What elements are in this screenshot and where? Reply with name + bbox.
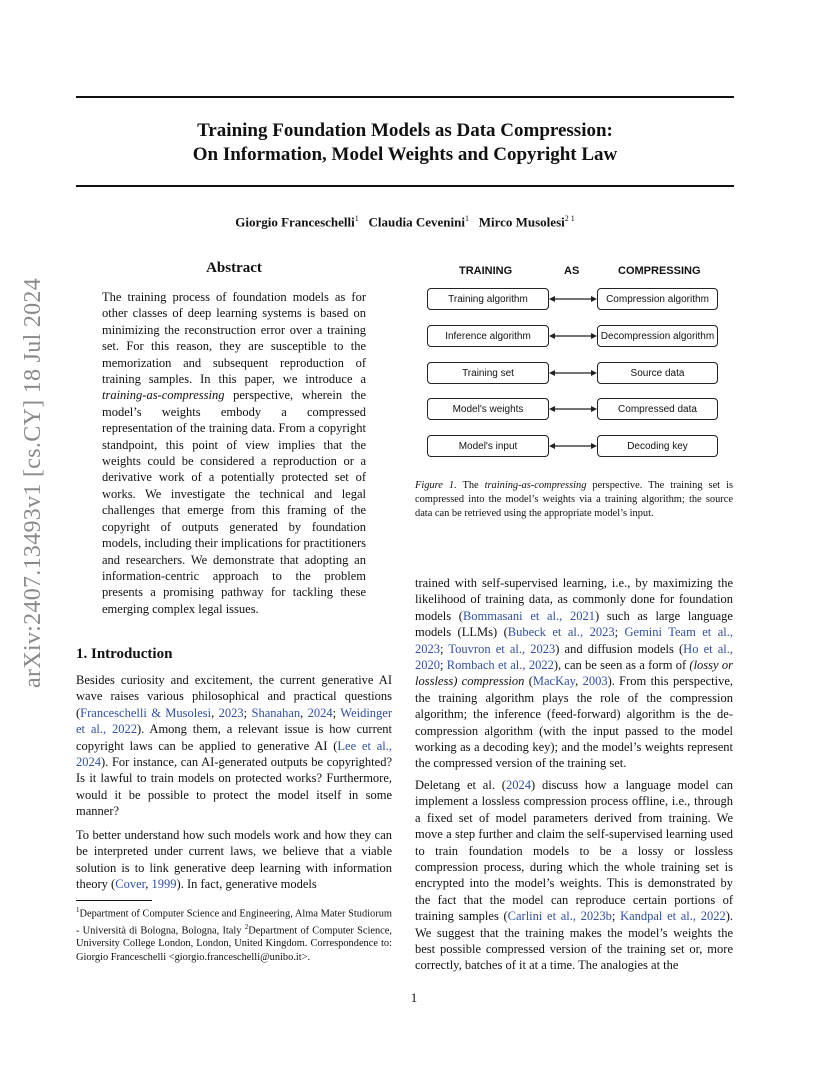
abstract-text-part: The training process of foundation models as for other classes of deep learning systems is based on minimizing the reconstruction error over a training set. For this reason, they are susceptible to the memorization and subsequent reproduction of training samples. In this paper, we introduce a [102, 290, 366, 387]
text-run: , [211, 705, 219, 720]
figure-header-compressing: COMPRESSING [618, 265, 701, 277]
text-run: ; [611, 909, 621, 924]
citation-link[interactable]: Kandpal et al., 2022 [620, 909, 726, 924]
right-paragraph-2 [415, 777, 733, 974]
section-heading-introduction: 1. Introduction [76, 646, 173, 662]
citation-link[interactable]: 2023 [218, 705, 244, 720]
footnote-affiliations [76, 904, 392, 964]
text-run: , [145, 877, 152, 892]
text-run: ; [243, 705, 252, 720]
paper-title-line-2: On Information, Model Weights and Copyright Law [192, 144, 618, 165]
text-run: ). We suggest that the training makes the model’s weights the best possible compressed version of the training set or, more correctly, batches of it at a time. The analogies at the [415, 909, 733, 973]
citation-link[interactable]: Gemini Team et al., 2023 [415, 625, 733, 656]
caption-emphasis: training-as-compressing [484, 480, 587, 491]
citation-link[interactable]: Bubeck et al., 2023 [507, 625, 615, 640]
figure-box-left: Training algorithm [427, 288, 549, 310]
text-emphasis: (lossy or lossless) compression [415, 658, 733, 689]
abstract-text [102, 289, 366, 617]
citation-link[interactable]: Rombach et al., 2022 [446, 658, 554, 673]
text-run: ) such as large language models (LLMs) ( [415, 608, 733, 640]
caption-text: The [456, 480, 485, 491]
footnote-affiliation-1: Department of Computer Science and Engineering, Alma Mater Studiorum - Università di Bologna, Bologna, Italy [76, 908, 392, 937]
abstract-text-part: perspective, wherein the model’s weights embody a compressed representation of the training data. From a copyright standpoint, this point of view implies that the weights could be considered a reproduction or a derivative work of a potentially protected set of works. We investigate the technical and legal challenges that emerge from this framing of the copyright of outputs generated by foundation models, including their implications for practitioners and researchers. We demonstrate that adopting an information-centric approach to the problem presents a promising pathway for tackling these emerging complex legal issues. [102, 388, 366, 616]
text-run: Besides curiosity and excitement, the current generative AI wave raises various philosophical and practical questions ( [76, 673, 392, 720]
author-list [76, 214, 734, 230]
intro-paragraph-2 [76, 827, 392, 893]
footnote-affiliation-2: Department of Computer Science, University College London, London, United Kingdom. Correspondence to: Giorgio Franceschelli <giorgio.franceschelli@unibo.it>. [76, 925, 392, 963]
citation-link[interactable]: 2024 [505, 778, 531, 792]
author-affiliation: 1 [354, 214, 359, 223]
figure-box-left: Training set [427, 362, 549, 384]
text-run: ; [332, 705, 341, 720]
author-name: Giorgio Franceschelli [235, 214, 355, 230]
double-arrow-icon [549, 366, 597, 380]
text-run: ). For instance, can AI-generated outputs be copyrighted? Is it lawful to train models on protected works? Furthermore, would it be possible to protect the model itself in some manner? [76, 755, 392, 819]
citation-link[interactable]: Carlini et al., 2023b [507, 909, 612, 924]
figure-box-right: Decoding key [597, 435, 718, 457]
text-run: ). Among them, a relevant issue is how current copyright laws can be applied to generative AI ( [76, 722, 392, 753]
right-paragraph-1 [415, 575, 733, 772]
figure-box-right: Compressed data [597, 398, 718, 420]
text-run: ( [524, 674, 533, 689]
page-number: 1 [410, 990, 418, 1005]
citation-link[interactable]: Shanahan [251, 705, 301, 720]
author-affiliation: 1 [464, 214, 469, 223]
citation-link[interactable]: Franceschelli & Musolesi [80, 705, 212, 720]
citation-link[interactable]: 1999 [151, 877, 177, 892]
citation-link[interactable]: 2003 [582, 674, 608, 689]
figure-box-right: Source data [597, 362, 718, 384]
figure-box-right: Compression algorithm [597, 288, 718, 310]
text-run: , [300, 705, 308, 720]
figure-1-caption [415, 479, 733, 522]
figure-header-as: AS [564, 265, 580, 277]
author-affiliation: 2 1 [564, 214, 575, 223]
title-bottom-rule [76, 185, 734, 187]
footnote-rule [76, 900, 152, 901]
double-arrow-icon [549, 292, 597, 306]
arxiv-side-stamp: arXiv:2407.13493v1 [cs.CY] 18 Jul 2024 [20, 277, 46, 688]
double-arrow-icon [549, 439, 597, 453]
text-run: , [575, 674, 583, 689]
text-run: ) discuss how a language model can implement a lossless compression process offline, i.e., through a fixed set of model parameters derived from training. We move a step further and claim the self-supervised learning used to train foundation models to be a lossy or lossless compression process, during which the whole training set is encrypted into the model’s weights. This is demonstrated by the fact that the model can reproduce certain portions of training samples ( [415, 778, 734, 924]
citation-link[interactable]: Cover [115, 877, 146, 892]
footnote-mark: 1 [76, 906, 80, 914]
text-run: ) and diffusion models ( [555, 641, 684, 656]
footnote-mark: 2 [244, 922, 249, 931]
figure-box-left: Model's input [427, 435, 549, 457]
text-run: ). From this perspective, the training algorithm plays the role of the compression algorithm; the inference (feed-forward) algorithm is the de-compression algorithm (with the input passed to the model working as a decoding key); and the model’s weights represent the compressed version of the training set. [415, 674, 733, 771]
text-run: Deletang et al. ( [415, 778, 506, 792]
figure-box-right: Decompression algorithm [597, 325, 718, 347]
double-arrow-icon [549, 329, 597, 343]
text-run: ; [440, 641, 449, 656]
abstract-emphasis: training-as-compressing [102, 388, 225, 403]
figure-box-left: Model's weights [427, 398, 549, 420]
text-run: trained with self-supervised learning, i.e., by maximizing the likelihood of training data, as commonly done for foundation models ( [415, 576, 733, 623]
double-arrow-icon [549, 402, 597, 416]
text-run: ; [440, 658, 447, 673]
citation-link[interactable]: Lee et al., 2024 [76, 738, 392, 770]
abstract-heading: Abstract [206, 260, 262, 276]
figure-box-left: Inference algorithm [427, 325, 549, 347]
citation-link[interactable]: 2024 [307, 705, 333, 720]
title-top-rule [76, 96, 734, 98]
paper-title-line-1: Training Foundation Models as Data Compression: [197, 120, 613, 141]
caption-label: Figure 1. [415, 480, 457, 491]
citation-link[interactable]: Weidinger et al., 2022 [76, 705, 393, 737]
citation-link[interactable]: Ho et al., 2020 [415, 641, 734, 673]
citation-link[interactable]: Bommasani et al., 2021 [462, 608, 595, 623]
figure-header-training: TRAINING [459, 265, 513, 277]
figure-1-diagram [415, 260, 733, 470]
intro-paragraph-1 [76, 672, 392, 820]
text-run: ; [614, 625, 625, 640]
author-name: Mirco Musolesi [478, 214, 565, 230]
author-name: Claudia Cevenini [368, 214, 465, 230]
text-run: To better understand how such models work and how they can be interpreted under current laws, we believe that a viable solution is to link generative deep learning with information theory ( [76, 828, 392, 892]
caption-text: perspective. The training set is compressed into the model’s weights via a training algorithm; the source data can be retrieved using the appropriate model’s input. [415, 480, 733, 520]
citation-link[interactable]: MacKay [532, 674, 576, 689]
citation-link[interactable]: Touvron et al., 2023 [448, 641, 556, 656]
text-run: ). In fact, generative models [176, 877, 317, 892]
text-run: ), can be seen as a form of [553, 658, 690, 673]
